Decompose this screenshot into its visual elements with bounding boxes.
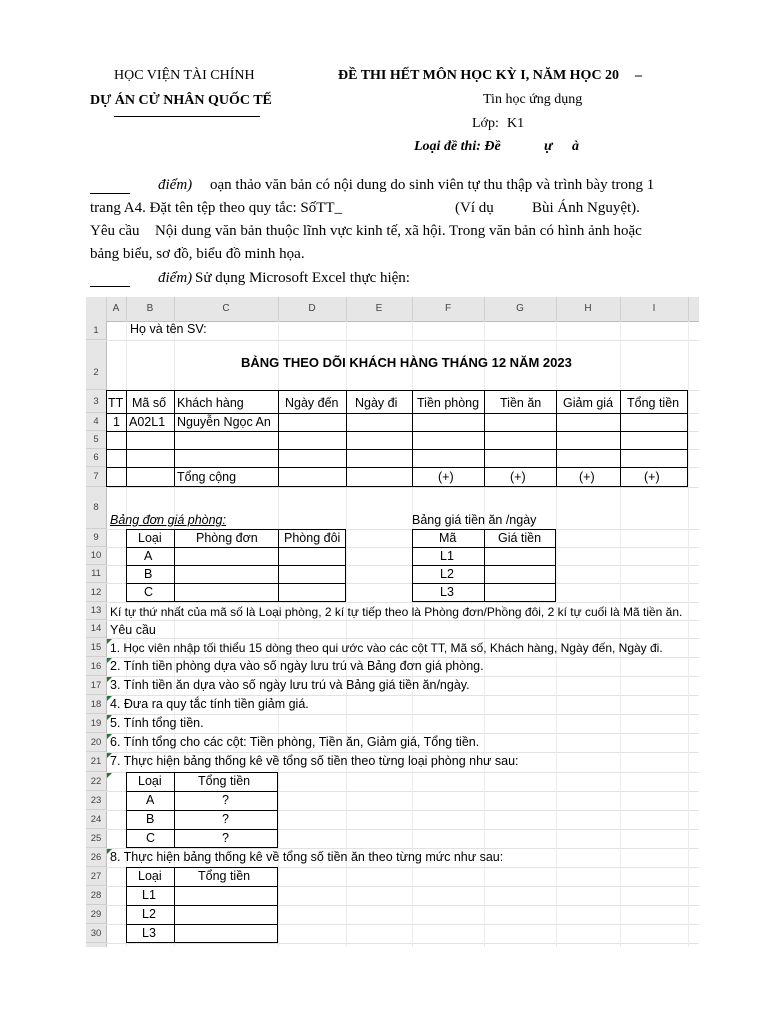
- main-table-line: [106, 449, 688, 450]
- total-label: Tổng cộng: [177, 470, 237, 484]
- student-name-label: Họ và tên SV:: [130, 322, 207, 336]
- column-header-c[interactable]: C: [174, 297, 279, 321]
- error-indicator-icon: [107, 639, 112, 644]
- req-label: Yêu cầu: [90, 223, 140, 239]
- row-header-20[interactable]: 20: [86, 733, 106, 752]
- gridline: [106, 487, 699, 488]
- row-header-3[interactable]: 3: [86, 390, 106, 413]
- main-table-col: [278, 390, 279, 487]
- stat1-col: [174, 772, 175, 848]
- gridline: [106, 714, 699, 715]
- row-header-5[interactable]: 5: [86, 431, 106, 449]
- error-indicator-icon: [107, 677, 112, 682]
- main-table-line: [106, 413, 688, 414]
- stat2-line: [126, 905, 278, 906]
- room-row-a: A: [144, 549, 153, 563]
- food-header-gia-tien: Giá tiền: [498, 531, 542, 545]
- stat2-row-l2: L2: [142, 907, 156, 921]
- row4-ma-so: A02L1: [129, 415, 166, 429]
- error-indicator-icon: [107, 715, 112, 720]
- gridline: [106, 752, 699, 753]
- stat1-row-b: B: [146, 812, 155, 826]
- stat2-col: [174, 867, 175, 943]
- q1-blank: [90, 193, 130, 194]
- room-header-phong-doi: Phòng đôi: [284, 531, 341, 545]
- stat1-row-b-value: ?: [222, 812, 229, 826]
- main-table-line: [106, 431, 688, 432]
- row-header-9[interactable]: 9: [86, 529, 106, 547]
- main-table-line: [106, 467, 688, 468]
- stat1-header-loai: Loại: [138, 774, 162, 788]
- column-header-f[interactable]: F: [412, 297, 485, 321]
- food-row-l3: L3: [440, 585, 454, 599]
- row-header-11[interactable]: 11: [86, 565, 106, 583]
- stat1-header-tong-tien: Tổng tiền: [198, 774, 251, 788]
- column-header-e[interactable]: E: [346, 297, 413, 321]
- row-header-7[interactable]: 7: [86, 467, 106, 487]
- total-mark-tien-an: (+): [510, 470, 526, 484]
- room-table-line: [126, 583, 346, 584]
- column-header-i[interactable]: I: [620, 297, 689, 321]
- row4-tt: 1: [113, 415, 120, 429]
- error-indicator-icon: [107, 849, 112, 854]
- q1-example: (Ví dụ: [455, 200, 494, 216]
- exam-type-tail-1: ự: [544, 139, 553, 154]
- row-header-1[interactable]: 1: [86, 321, 106, 340]
- gridline: [106, 340, 699, 341]
- requirements-label: Yêu cầu: [110, 623, 156, 637]
- column-header-d[interactable]: D: [278, 297, 347, 321]
- stat2-header-tong-tien: Tổng tiền: [198, 869, 251, 883]
- exam-type-label: Loại đề thi: Đề: [414, 139, 501, 154]
- error-indicator-icon: [107, 696, 112, 701]
- header-tien-an: Tiền ăn: [500, 396, 542, 410]
- stat2-row-l1: L1: [142, 888, 156, 902]
- gridline: [106, 602, 699, 603]
- room-table-line: [126, 565, 346, 566]
- total-mark-tien-phong: (+): [438, 470, 454, 484]
- column-header-a[interactable]: A: [106, 297, 127, 321]
- q1-text-2: trang A4. Đặt tên tệp theo quy tắc: SốTT_: [90, 200, 343, 216]
- row-header-17[interactable]: 17: [86, 676, 106, 695]
- class-label: Lớp:: [472, 116, 499, 131]
- row-header-6[interactable]: 6: [86, 449, 106, 467]
- row-header-30[interactable]: 30: [86, 924, 106, 943]
- gridline: [106, 620, 699, 621]
- row-header-4[interactable]: 4: [86, 413, 106, 431]
- column-header-bar: [86, 297, 699, 322]
- header-ma-so: Mã số: [132, 396, 167, 410]
- room-table-col: [174, 529, 175, 602]
- requirement-3: 3. Tính tiền ăn dựa vào số ngày lưu trú và Bảng giá tiền ăn/ngày.: [110, 678, 470, 692]
- requirement-4: 4. Đưa ra quy tắc tính tiền giảm giá.: [110, 697, 309, 711]
- main-table-col: [620, 390, 621, 487]
- q1-example-name: Bùi Ánh Nguyệt).: [532, 200, 640, 216]
- food-row-l2: L2: [440, 567, 454, 581]
- row-header-28[interactable]: 28: [86, 886, 106, 905]
- food-header-ma: Mã: [439, 531, 457, 545]
- main-table-col: [346, 390, 347, 487]
- stat1-row-a: A: [146, 793, 155, 807]
- food-row-l1: L1: [440, 549, 454, 563]
- room-row-c: C: [144, 585, 154, 599]
- institute-name: HỌC VIỆN TÀI CHÍNH: [114, 68, 255, 83]
- main-table-col: [556, 390, 557, 487]
- row-header-16[interactable]: 16: [86, 657, 106, 676]
- column-header-b[interactable]: B: [126, 297, 175, 321]
- program-name: DỰ ÁN CỬ NHÂN QUỐC TẾ: [90, 93, 272, 108]
- stat2-line: [126, 886, 278, 887]
- column-header-h[interactable]: H: [556, 297, 621, 321]
- row-header-15[interactable]: 15: [86, 638, 106, 657]
- main-table-col: [126, 390, 127, 487]
- header-tien-phong: Tiền phòng: [417, 396, 480, 410]
- row-header-27[interactable]: 27: [86, 867, 106, 886]
- excel-sheet: [86, 297, 699, 947]
- row-header-25[interactable]: 25: [86, 829, 106, 848]
- subject: Tin học ứng dụng: [483, 92, 583, 107]
- q1-points: điểm): [158, 177, 193, 193]
- req-text-2: bảng biểu, sơ đồ, biểu đồ minh họa.: [90, 246, 305, 262]
- room-row-b: B: [144, 567, 153, 581]
- header-khach-hang: Khách hàng: [177, 396, 244, 410]
- requirement-2: 2. Tính tiền phòng dựa vào số ngày lưu trú và Bảng đơn giá phòng.: [110, 659, 484, 673]
- gridline: [106, 848, 699, 849]
- main-table-col: [484, 390, 485, 487]
- gridline: [106, 695, 699, 696]
- row-header-12[interactable]: 12: [86, 583, 106, 602]
- gridline: [106, 638, 699, 639]
- room-header-phong-don: Phòng đơn: [196, 531, 258, 545]
- header-giam-gia: Giảm giá: [563, 396, 614, 410]
- total-mark-tong-tien: (+): [644, 470, 660, 484]
- gridline: [106, 676, 699, 677]
- stat1-row-c-value: ?: [222, 831, 229, 845]
- row-header-29[interactable]: 29: [86, 905, 106, 924]
- row-header-10[interactable]: 10: [86, 547, 106, 565]
- q2-points: điểm): [158, 270, 193, 286]
- main-table-col: [174, 390, 175, 487]
- main-table-col: [412, 390, 413, 487]
- q2-text: Sử dụng Microsoft Excel thực hiện:: [195, 270, 410, 286]
- room-header-loai: Loại: [138, 531, 162, 545]
- row-header-13[interactable]: 13: [86, 602, 106, 620]
- select-all-corner[interactable]: [86, 297, 107, 321]
- gridline: [106, 733, 699, 734]
- requirement-5: 5. Tính tổng tiền.: [110, 716, 204, 730]
- food-table-col: [484, 529, 485, 602]
- stat1-line: [126, 829, 278, 830]
- row-header-21[interactable]: 21: [86, 752, 106, 772]
- q2-blank: [90, 286, 130, 287]
- stat1-line: [126, 810, 278, 811]
- room-table-title: Bảng đơn giá phòng:: [110, 513, 226, 527]
- row-header-2[interactable]: 2: [86, 340, 106, 390]
- error-indicator-icon: [107, 734, 112, 739]
- exam-type-tail-2: à: [572, 139, 579, 154]
- room-table-col: [278, 529, 279, 602]
- row-header-26[interactable]: 26: [86, 848, 106, 867]
- header-tong-tien: Tổng tiền: [627, 396, 680, 410]
- stat1-line: [126, 791, 278, 792]
- stat1-row-a-value: ?: [222, 793, 229, 807]
- row-header-19[interactable]: 19: [86, 714, 106, 733]
- total-mark-giam-gia: (+): [579, 470, 595, 484]
- error-indicator-icon: [107, 773, 112, 778]
- stat2-header-loai: Loại: [138, 869, 162, 883]
- gridline: [688, 321, 689, 947]
- row-header-14[interactable]: 14: [86, 620, 106, 638]
- row4-khach-hang: Nguyễn Ngọc An: [177, 415, 271, 429]
- requirement-6: 6. Tính tổng cho các cột: Tiền phòng, Tiền ăn, Giảm giá, Tổng tiền.: [110, 735, 480, 749]
- row-header-18[interactable]: 18: [86, 695, 106, 714]
- sheet-title: BẢNG THEO DÕI KHÁCH HÀNG THÁNG 12 NĂM 2023: [241, 355, 572, 370]
- row-header-23[interactable]: 23: [86, 791, 106, 810]
- room-table-line: [126, 547, 346, 548]
- header-tt: TT: [108, 396, 124, 410]
- error-indicator-icon: [107, 658, 112, 663]
- food-table-title: Bảng giá tiền ăn /ngày: [412, 513, 537, 527]
- class-value: K1: [507, 116, 525, 131]
- stat2-row-l3: L3: [142, 926, 156, 940]
- row-header-8[interactable]: 8: [86, 487, 106, 529]
- error-indicator-icon: [107, 753, 112, 758]
- row-header-24[interactable]: 24: [86, 810, 106, 829]
- row-header-bar: [86, 321, 107, 947]
- requirement-8: 8. Thực hiện bảng thống kê về tổng số tiền ăn theo từng mức như sau:: [110, 850, 504, 864]
- requirement-1: 1. Học viên nhập tối thiểu 15 dòng theo qui ước vào các cột TT, Mã số, Khách hàng, Ngày đến, Ngày đi.: [110, 641, 663, 655]
- code-rule-text: Kí tự thứ nhất của mã số là Loại phòng, 2 kí tự tiếp theo là Phòng đơn/Phồng đôi, 2 kí tự cuối là Mã tiền ăn.: [110, 605, 683, 619]
- exam-dash: –: [635, 68, 642, 83]
- q1-text: oạn thảo văn bản có nội dung do sinh viên tự thu thập và trình bày trong 1: [210, 177, 655, 193]
- stat1-row-c: C: [146, 831, 156, 845]
- gridline: [106, 657, 699, 658]
- header-ngay-di: Ngày đi: [355, 396, 398, 410]
- header-rule: [114, 116, 260, 117]
- gridline: [106, 943, 699, 944]
- stat2-line: [126, 924, 278, 925]
- requirement-7: 7. Thực hiện bảng thống kê về tổng số tiền theo từng loại phòng như sau:: [110, 754, 519, 768]
- exam-title: ĐỀ THI HẾT MÔN HỌC KỲ I, NĂM HỌC 20: [338, 68, 620, 83]
- header-ngay-den: Ngày đến: [285, 396, 339, 410]
- row-header-22[interactable]: 22: [86, 772, 106, 791]
- column-header-g[interactable]: G: [484, 297, 557, 321]
- req-text: Nội dung văn bản thuộc lĩnh vực kinh tế, xã hội. Trong văn bản có hình ảnh hoặc: [155, 223, 642, 239]
